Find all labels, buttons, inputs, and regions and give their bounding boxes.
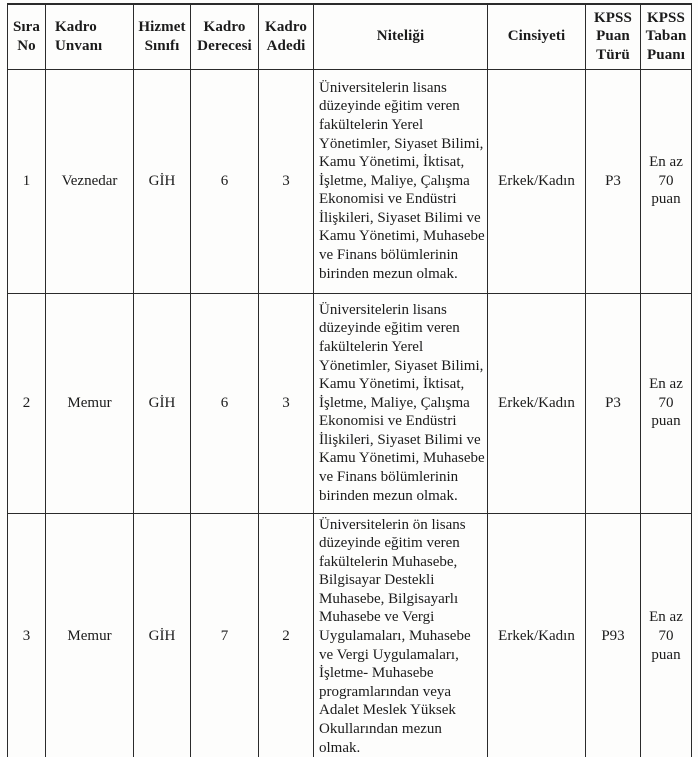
kpss-job-posting-table <box>7 3 692 757</box>
cell-kadro-unvani: Veznedar <box>46 69 134 293</box>
header-kpss-taban-puani: KPSS Taban Puanı <box>641 4 692 69</box>
cell-kpss-taban-puani: En az 70 puan <box>641 69 692 293</box>
cell-cinsiyeti: Erkek/Kadın <box>488 69 586 293</box>
cell-niteligi: Üniversitelerin lisans düzeyinde eğitim veren fakültelerin Yerel Yönetimler, Siyaset Bilimi, Kamu Yönetimi, İktisat, İşletme, Maliye, Çalışma Ekonomisi ve Endüstri İlişkileri, Siyaset Bilimi ve Kamu Yönetimi, Muhasebe ve Finans bölümlerinin birinden mezun olmak. <box>314 69 488 293</box>
table-row <box>8 69 692 293</box>
cell-kpss-puan-turu: P93 <box>586 513 641 757</box>
cell-kadro-adedi: 3 <box>259 293 314 513</box>
cell-hizmet-sinifi: GİH <box>134 513 191 757</box>
cell-niteligi: Üniversitelerin ön lisans düzeyinde eğitim veren fakültelerin Muhasebe, Bilgisayar Destekli Muhasebe, Bilgisayarlı Muhasebe ve Vergi Uygulamaları, Muhasebe ve Vergi Uygulamaları, İşletme- Muhasebe programlarından veya Adalet Meslek Yüksek Okullarından mezun olmak. <box>314 513 488 757</box>
table-row <box>8 513 692 757</box>
header-kadro-adedi: Kadro Adedi <box>259 4 314 69</box>
table-header <box>8 4 692 69</box>
header-kpss-puan-turu: KPSS Puan Türü <box>586 4 641 69</box>
cell-kpss-puan-turu: P3 <box>586 69 641 293</box>
cell-kadro-derecesi: 6 <box>191 293 259 513</box>
cell-kpss-taban-puani: En az 70 puan <box>641 513 692 757</box>
cell-cinsiyeti: Erkek/Kadın <box>488 293 586 513</box>
table-body <box>8 69 692 757</box>
cell-kadro-adedi: 3 <box>259 69 314 293</box>
header-kadro-unvani: Kadro Unvanı <box>46 4 134 69</box>
header-kadro-derecesi: Kadro Derecesi <box>191 4 259 69</box>
cell-sira-no: 2 <box>8 293 46 513</box>
cell-cinsiyeti: Erkek/Kadın <box>488 513 586 757</box>
cell-kpss-taban-puani: En az 70 puan <box>641 293 692 513</box>
cell-hizmet-sinifi: GİH <box>134 69 191 293</box>
table-row <box>8 293 692 513</box>
cell-kadro-unvani: Memur <box>46 293 134 513</box>
cell-kpss-puan-turu: P3 <box>586 293 641 513</box>
header-hizmet-sinifi: Hizmet Sınıfı <box>134 4 191 69</box>
header-sira-no: Sıra No <box>8 4 46 69</box>
header-cinsiyeti: Cinsiyeti <box>488 4 586 69</box>
table-header-row <box>8 4 692 69</box>
cell-kadro-derecesi: 7 <box>191 513 259 757</box>
cell-kadro-adedi: 2 <box>259 513 314 757</box>
cell-sira-no: 3 <box>8 513 46 757</box>
cell-kadro-unvani: Memur <box>46 513 134 757</box>
cell-niteligi: Üniversitelerin lisans düzeyinde eğitim veren fakültelerin Yerel Yönetimler, Siyaset Bilimi, Kamu Yönetimi, İktisat, İşletme, Maliye, Çalışma Ekonomisi ve Endüstri İlişkileri, Siyaset Bilimi ve Kamu Yönetimi, Muhasebe ve Finans bölümlerinin birinden mezun olmak. <box>314 293 488 513</box>
header-niteligi: Niteliği <box>314 4 488 69</box>
cell-hizmet-sinifi: GİH <box>134 293 191 513</box>
cell-sira-no: 1 <box>8 69 46 293</box>
cell-kadro-derecesi: 6 <box>191 69 259 293</box>
